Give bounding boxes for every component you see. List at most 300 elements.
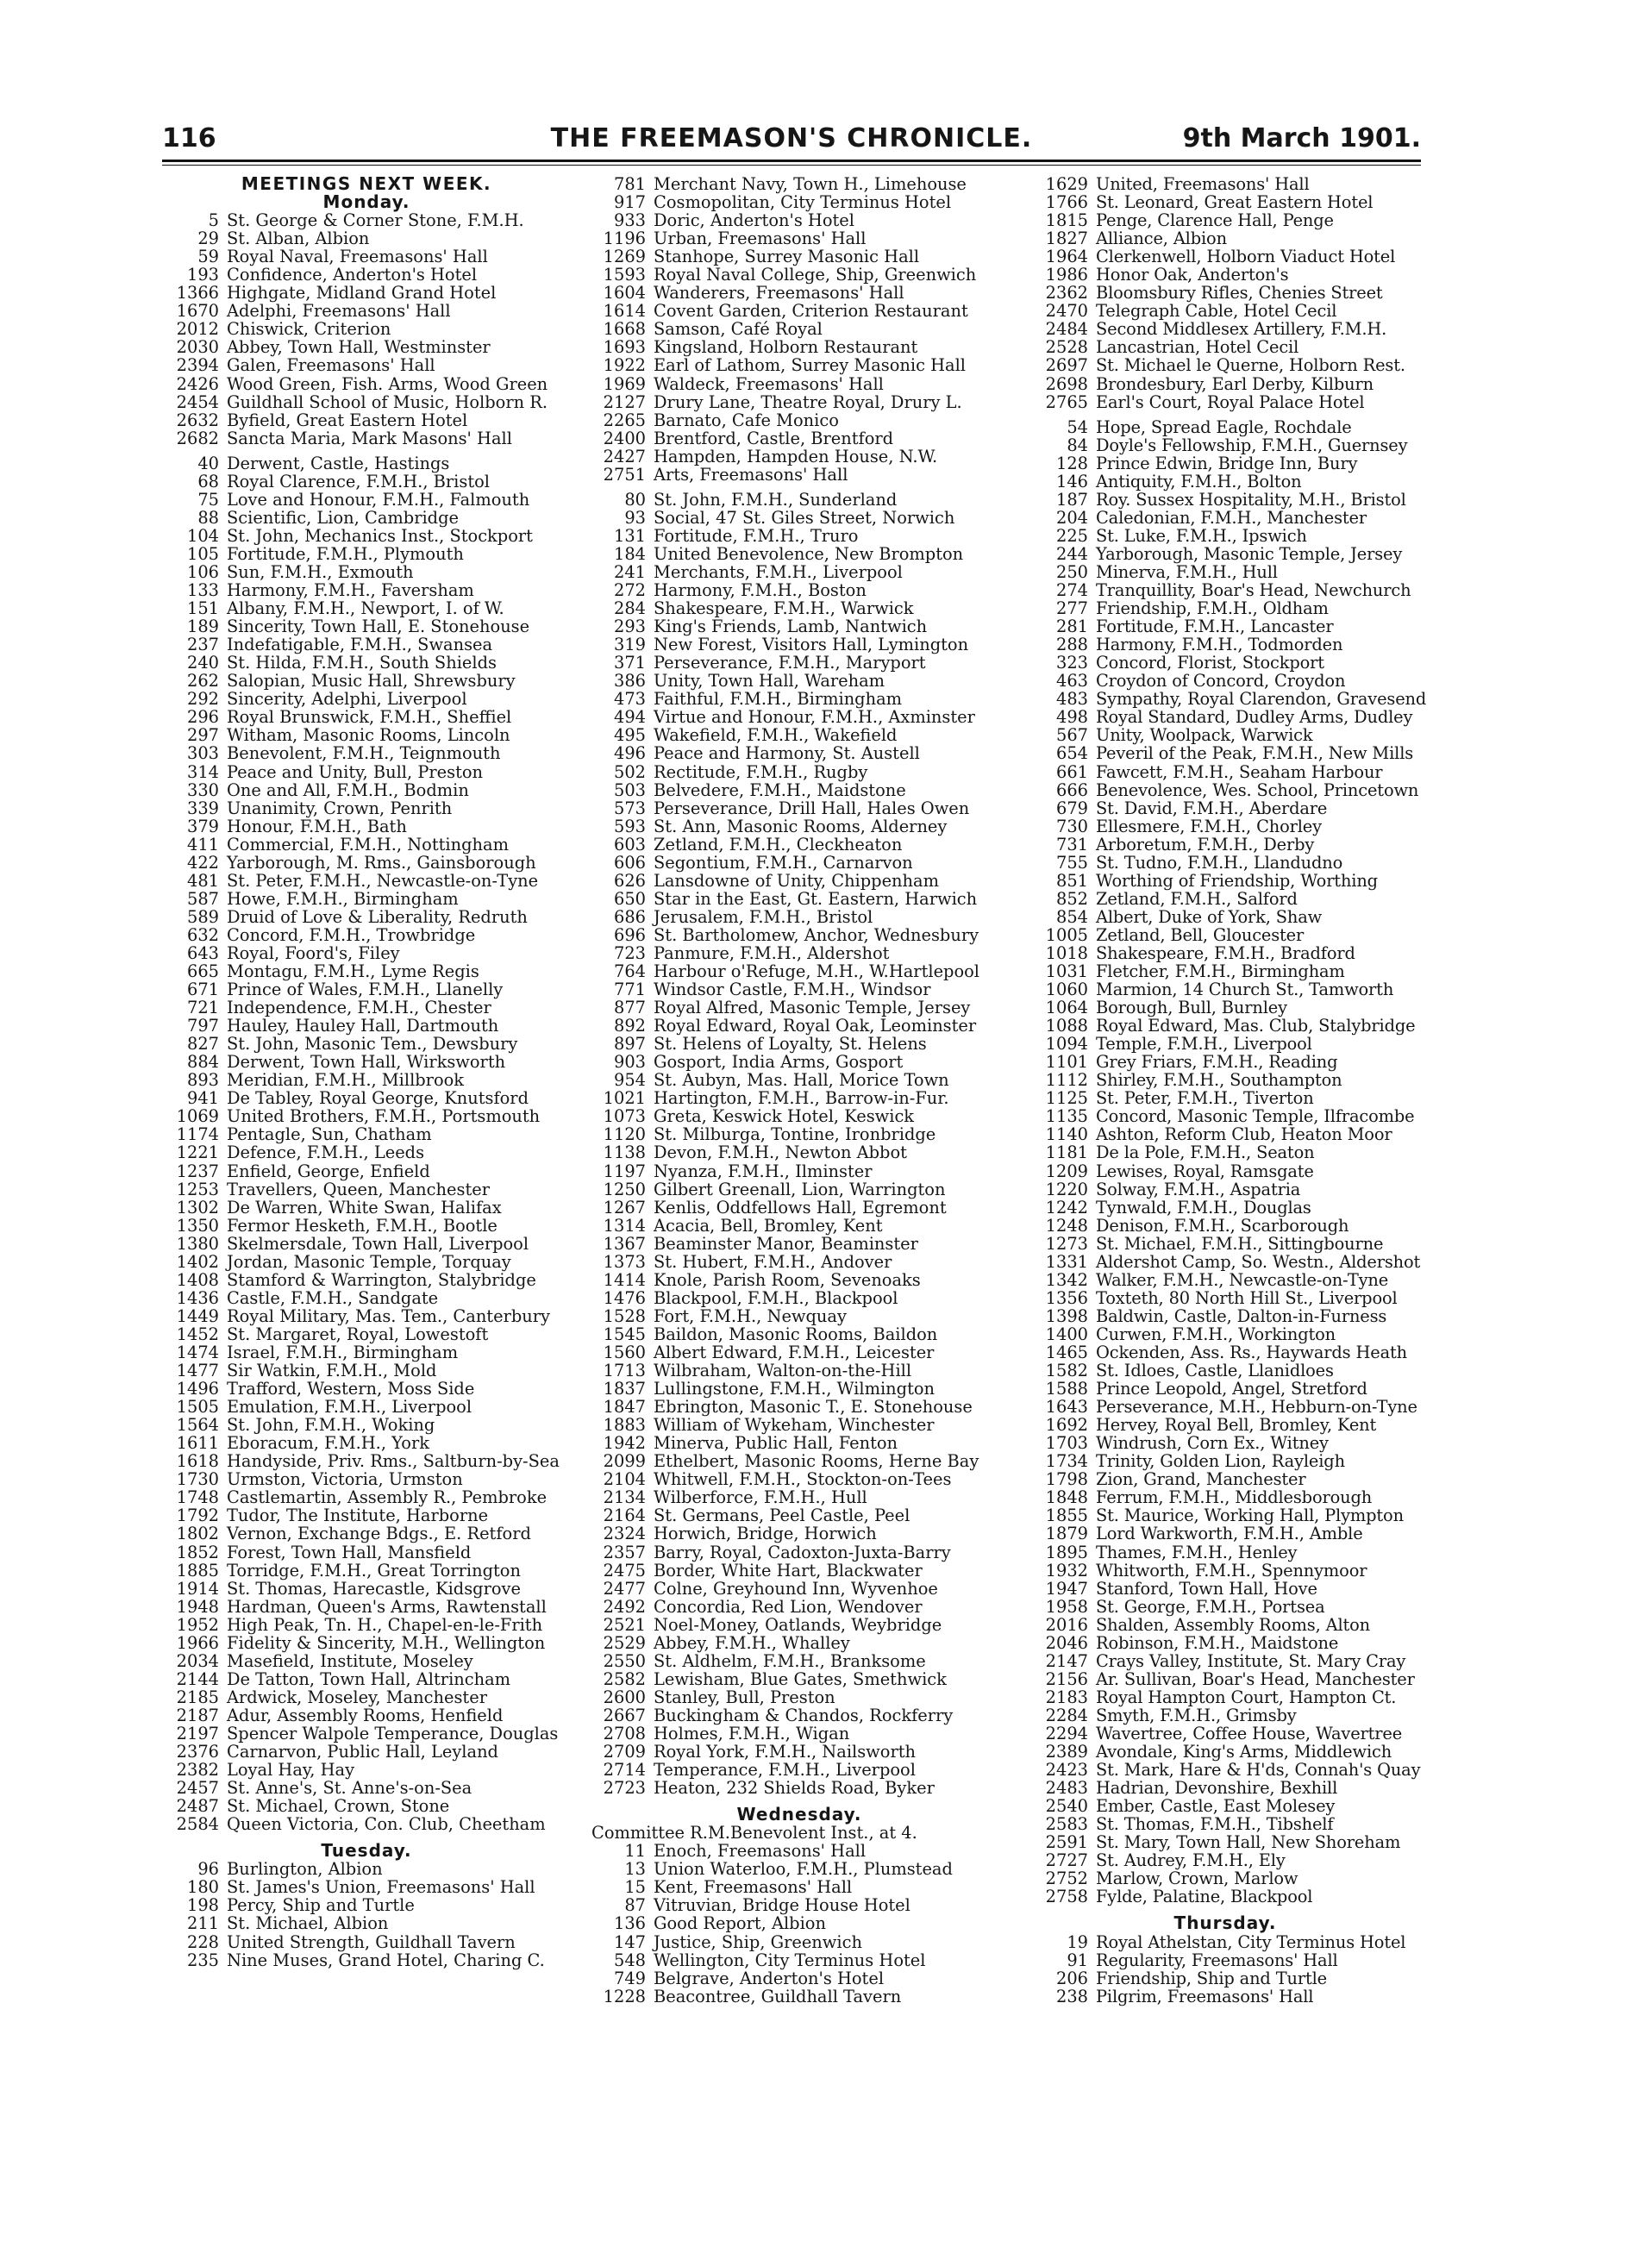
lodge-list-monday xyxy=(155,211,578,1833)
lodge-name-venue: Guildhall School of Music, Holborn R. xyxy=(227,391,548,412)
lodge-entry xyxy=(155,962,578,980)
lodge-name-venue: Hadrian, Devonshire, Bexhill xyxy=(1096,1778,1338,1799)
lodge-entry xyxy=(155,1688,578,1706)
lodge-number: 654 xyxy=(1055,743,1088,764)
lodge-number: 2697 xyxy=(1045,355,1088,376)
lodge-name-venue: Beacontree, Guildhall Tavern xyxy=(654,1986,902,2006)
lodge-name-venue: St. Bartholomew, Anchor, Wednesbury xyxy=(654,924,979,945)
lodge-entry xyxy=(588,872,1011,890)
lodge-name-venue: Sancta Maria, Mark Masons' Hall xyxy=(227,428,512,448)
lodge-entry xyxy=(588,1616,1011,1634)
lodge-number: 721 xyxy=(186,998,219,1018)
lodge-entry xyxy=(1014,1797,1436,1815)
lodge-number: 1593 xyxy=(603,265,646,285)
lodge-entry xyxy=(155,545,578,563)
lodge-entry xyxy=(1014,1688,1436,1706)
lodge-number: 2016 xyxy=(1045,1614,1088,1635)
lodge-name-venue: Pilgrim, Freemasons' Hall xyxy=(1096,1986,1314,2006)
lodge-entry xyxy=(1014,1071,1436,1089)
lodge-entry xyxy=(588,545,1011,563)
lodge-number: 1496 xyxy=(176,1379,219,1399)
lodge-name-venue: Colne, Greyhound Inn, Wyvenhoe xyxy=(654,1578,938,1599)
lodge-name-venue: St. Milburga, Tontine, Ironbridge xyxy=(654,1124,936,1145)
lodge-name-venue: Buckingham & Chandos, Rockferry xyxy=(654,1705,954,1725)
lodge-entry xyxy=(155,836,578,854)
lodge-entry xyxy=(588,1652,1011,1670)
lodge-name-venue: Royal Clarence, F.M.H., Bristol xyxy=(227,471,491,491)
lodge-number: 296 xyxy=(186,707,219,728)
lodge-name-venue: Enoch, Freemasons' Hall xyxy=(654,1841,867,1862)
lodge-name-venue: Brondesbury, Earl Derby, Kilburn xyxy=(1096,373,1374,394)
lodge-entry xyxy=(588,1543,1011,1562)
lodge-name-venue: Acacia, Bell, Bromley, Kent xyxy=(654,1215,883,1236)
lodge-entry xyxy=(1014,1580,1436,1598)
lodge-name-venue: Zetland, F.M.H., Salford xyxy=(1096,888,1298,909)
lodge-number: 1668 xyxy=(603,319,646,340)
lodge-name-venue: Arboretum, F.M.H., Derby xyxy=(1096,834,1315,854)
lodge-name-venue: Carnarvon, Public Hall, Leyland xyxy=(227,1742,498,1762)
lodge-name-venue: Clerkenwell, Holborn Viaduct Hotel xyxy=(1096,247,1396,267)
lodge-number: 1060 xyxy=(1045,980,1088,1000)
lodge-entry xyxy=(1014,418,1436,436)
lodge-entry xyxy=(1014,338,1436,356)
lodge-name-venue: Royal York, F.M.H., Nailsworth xyxy=(654,1742,917,1762)
lodge-number: 2591 xyxy=(1045,1832,1088,1853)
lodge-name-venue: Telegraph Cable, Hotel Cecil xyxy=(1096,301,1337,322)
lodge-name-venue: Fortitude, F.M.H., Plymouth xyxy=(227,543,464,564)
lodge-entry xyxy=(1014,672,1436,690)
lodge-name-venue: Gosport, India Arms, Gosport xyxy=(654,1052,904,1073)
lodge-name-venue: Aldershot Camp, So. Westn., Aldershot xyxy=(1096,1251,1421,1272)
day-heading-monday: Monday. xyxy=(322,191,410,213)
lodge-name-venue: Prince Leopold, Angel, Stretford xyxy=(1096,1379,1367,1399)
lodge-number: 1135 xyxy=(1045,1106,1088,1127)
lodge-name-venue: Worthing of Friendship, Worthing xyxy=(1096,870,1378,891)
lodge-name-venue: Kent, Freemasons' Hall xyxy=(654,1877,853,1898)
lodge-entry xyxy=(588,466,1011,484)
lodge-number: 2127 xyxy=(603,391,646,412)
lodge-name-venue: Royal Edward, Royal Oak, Leominster xyxy=(654,1016,977,1036)
lodge-number: 1350 xyxy=(176,1215,219,1236)
lodge-number: 2483 xyxy=(1045,1778,1088,1799)
lodge-number: 1018 xyxy=(1045,942,1088,963)
lodge-entry xyxy=(588,1053,1011,1071)
lodge-number: 589 xyxy=(186,906,219,927)
lodge-name-venue: Drury Lane, Theatre Royal, Drury L. xyxy=(654,391,962,412)
lodge-name-venue: Derwent, Town Hall, Wirksworth xyxy=(227,1052,506,1073)
lodge-number: 80 xyxy=(624,489,646,510)
lodge-name-venue: Solway, F.M.H., Aspatria xyxy=(1096,1179,1301,1199)
lodge-entry xyxy=(1014,726,1436,744)
lodge-entry xyxy=(1014,211,1436,229)
column-1 xyxy=(155,175,578,1969)
lodge-entry xyxy=(155,454,578,473)
lodge-name-venue: Curwen, F.M.H., Workington xyxy=(1096,1324,1336,1344)
lodge-number: 1414 xyxy=(603,1269,646,1290)
lodge-name-venue: Good Report, Albion xyxy=(654,1913,826,1934)
lodge-name-venue: Lewisham, Blue Gates, Smethwick xyxy=(654,1668,947,1689)
lodge-number: 1914 xyxy=(176,1578,219,1599)
lodge-number: 1101 xyxy=(1045,1052,1088,1073)
lodge-name-venue: Croydon of Concord, Croydon xyxy=(1096,671,1346,692)
lodge-number: 323 xyxy=(1055,653,1088,673)
lodge-name-venue: Commercial, F.M.H., Nottingham xyxy=(227,834,509,854)
lodge-entry xyxy=(588,1688,1011,1706)
lodge-entry xyxy=(155,1017,578,1035)
lodge-name-venue: Holmes, F.M.H., Wigan xyxy=(654,1723,850,1743)
lodge-entry xyxy=(588,980,1011,998)
lodge-name-venue: Burlington, Albion xyxy=(227,1859,383,1880)
lodge-number: 59 xyxy=(197,247,219,267)
lodge-number: 1073 xyxy=(603,1106,646,1127)
lodge-number: 2183 xyxy=(1045,1687,1088,1707)
lodge-name-venue: Albert, Duke of York, Shaw xyxy=(1096,906,1323,927)
lodge-number: 494 xyxy=(613,707,646,728)
lodge-name-venue: Wilbraham, Walton-on-the-Hill xyxy=(654,1361,912,1381)
lodge-number: 189 xyxy=(186,617,219,637)
lodge-entry xyxy=(155,1434,578,1452)
lodge-number: 2584 xyxy=(176,1814,219,1835)
lodge-name-venue: Castlemartin, Assembly R., Pembroke xyxy=(227,1487,548,1508)
lodge-name-venue: Antiquity, F.M.H., Bolton xyxy=(1096,471,1302,491)
lodge-entry xyxy=(1014,356,1436,374)
lodge-name-venue: Heaton, 232 Shields Road, Byker xyxy=(654,1778,935,1799)
lodge-entry xyxy=(1014,1089,1436,1107)
lodge-number: 2752 xyxy=(1045,1869,1088,1889)
lodge-entry xyxy=(588,1162,1011,1180)
lodge-number: 1748 xyxy=(176,1487,219,1508)
lodge-entry xyxy=(1014,1598,1436,1616)
lodge-name-venue: Alliance, Albion xyxy=(1096,228,1227,249)
lodge-name-venue: Social, 47 St. Giles Street, Norwich xyxy=(654,507,955,528)
lodge-name-venue: Devon, F.M.H., Newton Abbot xyxy=(654,1142,907,1163)
lodge-name-venue: St. Thomas, Harecastle, Kidsgrove xyxy=(227,1578,521,1599)
lodge-number: 136 xyxy=(613,1913,646,1934)
lodge-entry xyxy=(1014,1253,1436,1271)
lodge-entry xyxy=(155,1706,578,1725)
lodge-name-venue: Royal Brunswick, F.M.H., Sheffiel xyxy=(227,707,512,728)
lodge-number: 1643 xyxy=(1045,1397,1088,1418)
lodge-name-venue: Byfield, Great Eastern Hotel xyxy=(227,410,468,430)
lodge-entry xyxy=(588,962,1011,980)
lodge-number: 1367 xyxy=(603,1233,646,1254)
lodge-number: 1120 xyxy=(603,1124,646,1145)
lodge-number: 587 xyxy=(186,888,219,909)
lodge-name-venue: Loyal Hay, Hay xyxy=(227,1760,355,1781)
lodge-name-venue: Lord Warkworth, F.M.H., Amble xyxy=(1096,1524,1363,1544)
lodge-name-venue: Fylde, Palatine, Blackpool xyxy=(1096,1887,1313,1907)
lodge-entry xyxy=(155,1652,578,1670)
lodge-name-venue: Star in the East, Gt. Eastern, Harwich xyxy=(654,888,978,909)
lodge-number: 1400 xyxy=(1045,1324,1088,1344)
lodge-entry xyxy=(588,266,1011,284)
lodge-entry xyxy=(155,1398,578,1416)
lodge-entry xyxy=(1014,1434,1436,1452)
lodge-number: 330 xyxy=(186,779,219,800)
lodge-entry xyxy=(1014,247,1436,266)
lodge-entry xyxy=(155,672,578,690)
lodge-number: 1614 xyxy=(603,301,646,322)
lodge-name-venue: Temple, F.M.H., Liverpool xyxy=(1096,1034,1312,1055)
lodge-entry xyxy=(588,229,1011,247)
lodge-entry xyxy=(588,1143,1011,1161)
lodge-number: 2484 xyxy=(1045,319,1088,340)
lodge-entry xyxy=(155,599,578,617)
lodge-entry xyxy=(155,1343,578,1362)
lodge-number: 339 xyxy=(186,798,219,818)
lodge-name-venue: Lancastrian, Hotel Cecil xyxy=(1096,337,1299,358)
lodge-number: 2144 xyxy=(176,1668,219,1689)
lodge-number: 771 xyxy=(613,980,646,1000)
lodge-name-venue: Perseverance, F.M.H., Maryport xyxy=(654,653,926,673)
lodge-name-venue: St. George, F.M.H., Portsea xyxy=(1096,1596,1325,1617)
lodge-number: 2156 xyxy=(1045,1668,1088,1689)
lodge-entry xyxy=(1014,854,1436,872)
lodge-number: 379 xyxy=(186,816,219,836)
lodge-entry xyxy=(1014,1017,1436,1035)
lodge-number: 671 xyxy=(186,980,219,1000)
lodge-entry xyxy=(155,1951,578,1969)
lodge-number: 1879 xyxy=(1045,1524,1088,1544)
lodge-number: 1948 xyxy=(176,1596,219,1617)
lodge-entry xyxy=(1014,1488,1436,1506)
lodge-name-venue: Baldwin, Castle, Dalton-in-Furness xyxy=(1096,1305,1387,1326)
lodge-number: 1088 xyxy=(1045,1016,1088,1036)
lodge-entry xyxy=(588,781,1011,799)
lodge-name-venue: Borough, Bull, Burnley xyxy=(1096,998,1287,1018)
lodge-number: 1331 xyxy=(1045,1251,1088,1272)
lodge-number: 696 xyxy=(613,924,646,945)
lodge-entry xyxy=(1014,1362,1436,1380)
lodge-name-venue: Howe, F.M.H., Birmingham xyxy=(227,888,459,909)
lodge-number: 1792 xyxy=(176,1505,219,1526)
lodge-entry xyxy=(155,393,578,411)
lodge-entry xyxy=(588,1071,1011,1089)
lodge-number: 1174 xyxy=(176,1124,219,1145)
lodge-entry xyxy=(588,1860,1011,1878)
lodge-name-venue: Justice, Ship, Greenwich xyxy=(654,1931,862,1952)
lodge-name-venue: Concord, Masonic Temple, Ilfracombe xyxy=(1096,1106,1415,1127)
lodge-number: 502 xyxy=(613,761,646,782)
lodge-name-venue: Smyth, F.M.H., Grimsby xyxy=(1096,1705,1297,1725)
lodge-name-venue: Gilbert Greenall, Lion, Warrington xyxy=(654,1179,946,1199)
lodge-name-venue: Hauley, Hauley Hall, Dartmouth xyxy=(227,1016,499,1036)
lodge-number: 1847 xyxy=(603,1397,646,1418)
lodge-name-venue: Regularity, Freemasons' Hall xyxy=(1096,1950,1338,1970)
lodge-entry xyxy=(588,763,1011,781)
lodge-number: 1545 xyxy=(603,1324,646,1344)
lodge-number: 764 xyxy=(613,961,646,982)
lodge-entry xyxy=(1014,229,1436,247)
lodge-name-venue: Waldeck, Freemasons' Hall xyxy=(654,373,884,394)
lodge-name-venue: St. George & Corner Stone, F.M.H. xyxy=(227,210,524,231)
lodge-number: 2454 xyxy=(176,391,219,412)
lodge-name-venue: Zetland, F.M.H., Cleckheaton xyxy=(654,834,903,854)
lodge-number: 2034 xyxy=(176,1650,219,1671)
lodge-name-venue: St. Thomas, F.M.H., Tibshelf xyxy=(1096,1814,1334,1835)
lodge-entry xyxy=(588,654,1011,672)
lodge-number: 225 xyxy=(1055,525,1088,546)
lodge-number: 2362 xyxy=(1045,283,1088,304)
lodge-name-venue: Minerva, F.M.H., Hull xyxy=(1096,561,1278,582)
lodge-entry xyxy=(1014,302,1436,320)
lodge-name-venue: Ardwick, Moseley, Manchester xyxy=(227,1687,487,1707)
lodge-name-venue: Lansdowne of Unity, Chippenham xyxy=(654,870,939,891)
lodge-entry xyxy=(1014,1652,1436,1670)
lodge-name-venue: St. Peter, F.M.H., Newcastle-on-Tyne xyxy=(227,870,539,891)
lodge-number: 1356 xyxy=(1045,1287,1088,1308)
lodge-name-venue: Samson, Café Royal xyxy=(654,319,823,340)
lodge-name-venue: Fort, F.M.H., Newquay xyxy=(654,1305,847,1326)
lodge-entry xyxy=(588,635,1011,654)
lodge-name-venue: Segontium, F.M.H., Carnarvon xyxy=(654,852,913,873)
lodge-name-venue: Friendship, Ship and Turtle xyxy=(1096,1968,1327,1988)
lodge-entry xyxy=(155,1416,578,1434)
lodge-name-venue: Confidence, Anderton's Hotel xyxy=(227,265,478,285)
lodge-name-venue: Cosmopolitan, City Terminus Hotel xyxy=(654,192,952,213)
lodge-name-venue: Knole, Parish Room, Sevenoaks xyxy=(654,1269,921,1290)
lodge-name-venue: St. Mary, Town Hall, New Shoreham xyxy=(1096,1832,1401,1853)
lodge-entry xyxy=(155,1779,578,1797)
lodge-entry xyxy=(1014,599,1436,617)
lodge-number: 1250 xyxy=(603,1179,646,1199)
lodge-name-venue: St. James's Union, Freemasons' Hall xyxy=(227,1877,535,1898)
lodge-name-venue: St. John, Mechanics Inst., Stockport xyxy=(227,525,533,546)
lodge-name-venue: Derwent, Castle, Hastings xyxy=(227,453,450,473)
lodge-entry xyxy=(155,1162,578,1180)
lodge-name-venue: Benevolent, F.M.H., Teignmouth xyxy=(227,743,501,764)
lodge-entry xyxy=(1014,1562,1436,1580)
lodge-name-venue: Earl of Lathom, Surrey Masonic Hall xyxy=(654,355,967,376)
lodge-entry xyxy=(1014,1706,1436,1725)
lodge-number: 567 xyxy=(1055,725,1088,746)
lodge-list-tuesday-2 xyxy=(588,175,1011,1797)
lodge-entry xyxy=(588,1125,1011,1143)
lodge-name-venue: King's Friends, Lamb, Nantwich xyxy=(654,617,928,637)
lodge-name-venue: Whitwell, F.M.H., Stockton-on-Tees xyxy=(654,1469,952,1490)
lodge-number: 104 xyxy=(186,525,219,546)
lodge-entry xyxy=(1014,980,1436,998)
lodge-entry xyxy=(1014,545,1436,563)
lodge-name-venue: Windsor Castle, F.M.H., Windsor xyxy=(654,980,931,1000)
lodge-name-venue: St. Mark, Hare & H'ds, Connah's Quay xyxy=(1096,1760,1421,1781)
lodge-number: 1766 xyxy=(1045,192,1088,213)
lodge-name-venue: Galen, Freemasons' Hall xyxy=(227,355,435,376)
lodge-name-venue: Hartington, F.M.H., Barrow-in-Fur. xyxy=(654,1088,949,1109)
lodge-number: 1802 xyxy=(176,1524,219,1544)
lodge-entry xyxy=(1014,1307,1436,1325)
lodge-entry xyxy=(588,1878,1011,1896)
lodge-number: 1852 xyxy=(176,1542,219,1562)
lodge-entry xyxy=(155,320,578,338)
lodge-number: 1848 xyxy=(1045,1487,1088,1508)
lodge-name-venue: Adur, Assembly Rooms, Henfield xyxy=(227,1705,504,1725)
lodge-name-venue: Indefatigable, F.M.H., Swansea xyxy=(227,635,493,655)
lodge-entry xyxy=(155,781,578,799)
lodge-entry xyxy=(1014,1343,1436,1362)
lodge-name-venue: Fortitude, F.M.H., Truro xyxy=(654,525,859,546)
lodge-entry xyxy=(155,1289,578,1307)
lodge-entry xyxy=(155,1896,578,1914)
lodge-name-venue: Harmony, F.M.H., Todmorden xyxy=(1096,635,1343,655)
lodge-name-venue: Noel-Money, Oatlands, Weybridge xyxy=(654,1614,942,1635)
lodge-entry xyxy=(155,1180,578,1199)
lodge-entry xyxy=(155,1743,578,1761)
lodge-name-venue: Fletcher, F.M.H., Birmingham xyxy=(1096,961,1345,982)
lodge-name-venue: Trafford, Western, Moss Side xyxy=(227,1379,475,1399)
lodge-number: 2600 xyxy=(603,1687,646,1707)
day-heading-thursday: Thursday. xyxy=(1173,1912,1277,1934)
lodge-name-venue: Jordan, Masonic Temple, Torquay xyxy=(227,1251,511,1272)
lodge-entry xyxy=(155,1815,578,1833)
lodge-entry xyxy=(588,1017,1011,1035)
lodge-number: 75 xyxy=(197,489,219,510)
lodge-name-venue: New Forest, Visitors Hall, Lymington xyxy=(654,635,969,655)
lodge-name-venue: De la Pole, F.M.H., Seaton xyxy=(1096,1142,1315,1163)
lodge-entry xyxy=(588,836,1011,854)
lodge-entry xyxy=(155,1878,578,1896)
lodge-name-venue: Sincerity, Town Hall, E. Stonehouse xyxy=(227,617,530,637)
lodge-entry xyxy=(588,193,1011,211)
lodge-entry xyxy=(1014,1815,1436,1833)
lodge-number: 483 xyxy=(1055,689,1088,710)
lodge-entry xyxy=(155,1506,578,1524)
day-heading-wednesday: Wednesday. xyxy=(736,1804,862,1825)
lodge-entry xyxy=(155,527,578,545)
lodge-number: 2550 xyxy=(603,1650,646,1671)
lodge-name-venue: Covent Garden, Criterion Restaurant xyxy=(654,301,968,322)
lodge-name-venue: Ethelbert, Masonic Rooms, Herne Bay xyxy=(654,1451,979,1472)
lodge-entry xyxy=(588,411,1011,429)
lodge-entry xyxy=(1014,509,1436,527)
lodge-number: 1402 xyxy=(176,1251,219,1272)
lodge-number: 1611 xyxy=(176,1433,219,1454)
lodge-name-venue: Royal, Foord's, Filey xyxy=(227,942,400,963)
lodge-entry xyxy=(588,509,1011,527)
lodge-number: 1237 xyxy=(176,1161,219,1181)
lodge-name-venue: Yarborough, Masonic Temple, Jersey xyxy=(1096,543,1403,564)
lodge-name-venue: Emulation, F.M.H., Liverpool xyxy=(227,1397,472,1418)
lodge-entry xyxy=(588,599,1011,617)
lodge-name-venue: Ember, Castle, East Molesey xyxy=(1096,1796,1336,1817)
lodge-name-venue: Abbey, F.M.H., Whalley xyxy=(654,1632,850,1653)
lodge-name-venue: Roy. Sussex Hospitality, M.H., Bristol xyxy=(1096,489,1406,510)
lodge-name-venue: Lewises, Royal, Ramsgate xyxy=(1096,1161,1314,1181)
lodge-name-venue: Union Waterloo, F.M.H., Plumstead xyxy=(654,1859,953,1880)
lodge-entry xyxy=(155,1035,578,1053)
lodge-number: 1528 xyxy=(603,1305,646,1326)
lodge-number: 422 xyxy=(186,852,219,873)
lodge-entry xyxy=(588,672,1011,690)
lodge-entry xyxy=(1014,836,1436,854)
lodge-entry xyxy=(1014,998,1436,1017)
lodge-entry xyxy=(1014,1180,1436,1199)
lodge-name-venue: St. Aubyn, Mas. Hall, Morice Town xyxy=(654,1070,949,1091)
lodge-entry xyxy=(1014,962,1436,980)
lodge-name-venue: Brentford, Castle, Brentford xyxy=(654,428,894,448)
lodge-number: 237 xyxy=(186,635,219,655)
lodge-name-venue: Peace and Harmony, St. Austell xyxy=(654,743,920,764)
lodge-number: 495 xyxy=(613,725,646,746)
lodge-entry xyxy=(155,1470,578,1488)
lodge-entry xyxy=(588,890,1011,908)
lodge-name-venue: Hampden, Hampden House, N.W. xyxy=(654,446,938,466)
lodge-entry xyxy=(1014,1398,1436,1416)
lodge-number: 2357 xyxy=(603,1542,646,1562)
lodge-name-venue: Wood Green, Fish. Arms, Wood Green xyxy=(227,373,548,394)
section-title: MEETINGS NEXT WEEK. xyxy=(241,173,492,194)
lodge-number: 146 xyxy=(1055,471,1088,491)
